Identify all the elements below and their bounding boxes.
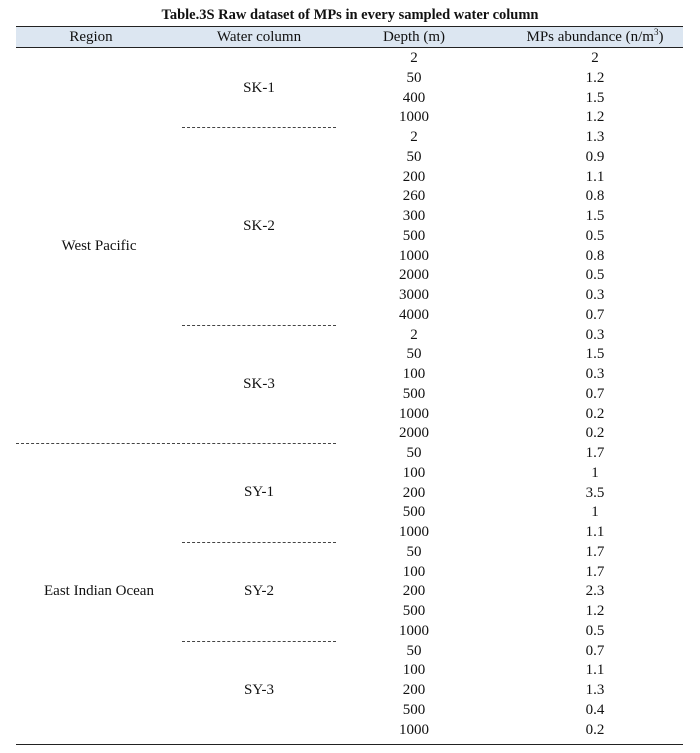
- abundance-cell: 1.1: [585, 662, 605, 679]
- header-water-column: Water column: [216, 29, 302, 45]
- depth-cell: 50: [406, 346, 422, 363]
- abundance-cell: 0.7: [585, 385, 605, 402]
- depth-cell: 50: [406, 69, 422, 86]
- abundance-cell: 1.5: [585, 208, 605, 224]
- depth-cell: 1000: [399, 247, 429, 264]
- depth-cell: 50: [406, 148, 422, 165]
- depth-cell: 1000: [399, 405, 429, 422]
- depth-cell: 2: [410, 326, 418, 343]
- abundance-cell: 0.2: [585, 425, 605, 442]
- depth-cell: 500: [402, 603, 426, 619]
- region-label: East Indian Ocean: [44, 583, 154, 600]
- depth-cell: 200: [402, 583, 426, 600]
- abundance-cell: 1.1: [585, 524, 605, 540]
- water-column-label: SY-3: [243, 681, 274, 698]
- header-abundance-close: ): [658, 29, 664, 45]
- abundance-cell: 0.5: [585, 227, 605, 244]
- abundance-cell: 1.5: [585, 89, 605, 106]
- abundance-cell: 0.4: [585, 701, 605, 718]
- abundance-cell: 1.2: [585, 109, 605, 126]
- water-column-label: SY-1: [243, 484, 274, 501]
- depth-cell: 260: [402, 188, 426, 205]
- depth-cell: 200: [402, 168, 426, 185]
- depth-cell: 1000: [399, 524, 429, 540]
- depth-cell: 200: [402, 682, 426, 698]
- depth-cell: 2000: [399, 267, 429, 284]
- abundance-cell: 0.2: [585, 721, 605, 738]
- water-column-separator: [182, 325, 336, 326]
- depth-cell: 100: [402, 662, 426, 679]
- depth-cell: 2000: [399, 425, 429, 442]
- abundance-cell: 0.8: [585, 188, 605, 205]
- depth-cell: 3000: [399, 287, 429, 303]
- depth-cell: 100: [402, 464, 426, 481]
- depth-cell: 300: [402, 208, 426, 224]
- depth-cell: 1000: [399, 109, 429, 126]
- water-column-separator: [182, 542, 336, 543]
- abundance-cell: 0.3: [585, 287, 605, 303]
- abundance-cell: 0.3: [585, 326, 605, 343]
- depth-cell: 200: [402, 484, 426, 501]
- water-column-label: SY-2: [243, 583, 274, 600]
- depth-cell: 1000: [399, 721, 429, 738]
- water-column-label: SK-1: [243, 79, 275, 96]
- header-abundance: [505, 27, 685, 47]
- abundance-cell: 1.2: [585, 69, 605, 86]
- header-region: Region: [69, 29, 113, 45]
- water-column-label: SK-2: [243, 217, 275, 234]
- abundance-cell: 1.3: [585, 682, 605, 698]
- depth-cell: 500: [402, 227, 426, 244]
- abundance-cell: 2: [591, 50, 599, 66]
- abundance-cell: 1.7: [585, 445, 605, 461]
- header-depth: Depth (m): [382, 29, 446, 45]
- abundance-cell: 1: [591, 504, 599, 521]
- abundance-cell: 0.9: [585, 148, 605, 165]
- header-abundance-text: MPs abundance (n/m: [526, 29, 654, 45]
- depth-cell: 4000: [399, 306, 429, 323]
- water-column-separator: [182, 641, 336, 642]
- depth-cell: 500: [402, 385, 426, 402]
- water-column-label: SK-3: [243, 375, 275, 392]
- depth-cell: 100: [402, 563, 426, 580]
- abundance-cell: 1.3: [585, 129, 605, 145]
- abundance-cell: 0.2: [585, 405, 605, 422]
- header-abundance-superscript: 3: [653, 27, 659, 37]
- depth-cell: 500: [402, 701, 426, 718]
- depth-cell: 500: [402, 504, 426, 521]
- depth-cell: 100: [402, 366, 426, 382]
- abundance-cell: 3.5: [585, 484, 605, 501]
- depth-cell: 50: [406, 543, 422, 560]
- abundance-cell: 1.2: [585, 603, 605, 619]
- table-title: Table.3S Raw dataset of MPs in every sampled water column: [161, 7, 539, 23]
- water-column-separator: [182, 127, 336, 128]
- depth-cell: 50: [406, 642, 422, 659]
- depth-cell: 2: [410, 50, 418, 66]
- abundance-cell: 0.3: [585, 366, 605, 382]
- region-label: West Pacific: [61, 237, 137, 254]
- depth-cell: 400: [402, 89, 426, 106]
- abundance-cell: 0.5: [585, 622, 605, 639]
- abundance-cell: 1.7: [585, 543, 605, 560]
- abundance-cell: 2.3: [585, 583, 605, 600]
- abundance-cell: 1.7: [585, 563, 605, 580]
- abundance-cell: 0.5: [585, 267, 605, 284]
- table-bottom-rule: [16, 744, 683, 745]
- abundance-cell: 0.8: [585, 247, 605, 264]
- abundance-cell: 1.1: [585, 168, 605, 185]
- abundance-cell: 0.7: [585, 642, 605, 659]
- depth-cell: 1000: [399, 622, 429, 639]
- depth-cell: 2: [410, 129, 418, 145]
- depth-cell: 50: [406, 445, 422, 461]
- abundance-cell: 1.5: [585, 346, 605, 363]
- abundance-cell: 0.7: [585, 306, 605, 323]
- region-separator: [16, 443, 336, 444]
- abundance-cell: 1: [591, 464, 599, 481]
